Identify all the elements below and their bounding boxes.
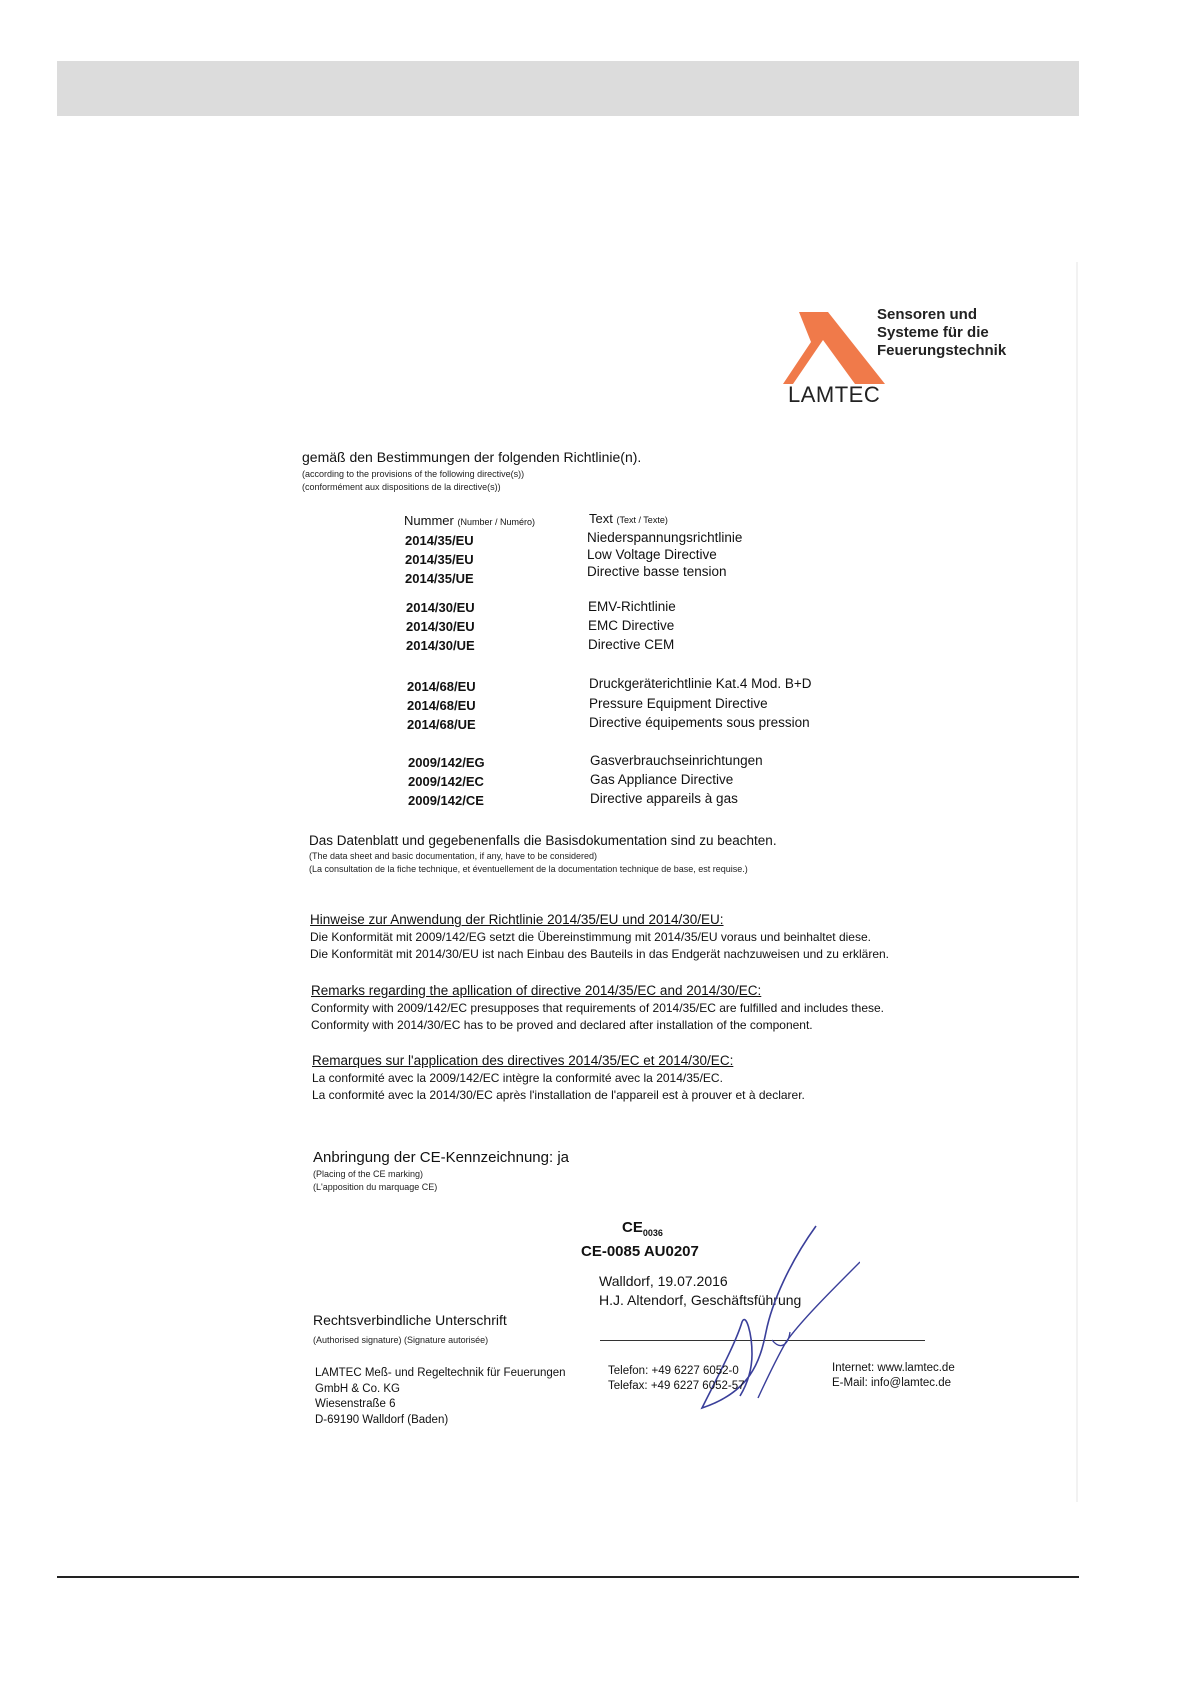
directives-intro [302,449,641,494]
directive-number: 2014/30/EU [406,619,475,634]
text-label: Text [589,511,613,526]
directive-number: 2009/142/CE [408,793,484,808]
address-line: GmbH & Co. KG [315,1382,400,1395]
directive-number: 2009/142/EC [408,774,484,789]
directive-number: 2014/35/UE [405,571,474,586]
datasheet-sub-fr: (La consultation de la fiche technique, et éventuellement de la documentation technique de base, est requise.) [309,864,748,874]
number-label: Nummer [404,513,454,528]
tagline-line: Feuerungstechnik [877,342,1007,359]
intro-title: gemäß den Bestimmungen der folgenden Richtlinie(n). [302,449,642,465]
directive-text: EMC Directive [588,618,675,633]
scan-edge [1076,262,1078,1502]
email-link[interactable]: E-Mail: info@lamtec.de [832,1377,952,1389]
directive-text: Directive CEM [588,637,675,652]
datasheet-title: Das Datenblatt und gegebenenfalls die Basisdokumentation sind zu beachten. [309,833,777,848]
place-date: Walldorf, 19.07.2016 [599,1273,728,1289]
note-en [311,981,884,1034]
signature-label [313,1312,507,1347]
fax: Telefax: +49 6227 6052-57 [608,1380,745,1392]
directive-number: 2014/35/EU [405,552,474,567]
note-line: Conformity with 2009/142/EC presupposes that requirements of 2014/35/EC are fulfilled and includes these. [311,1001,884,1015]
intro-sub-en: (according to the provisions of the following directive(s)) [302,469,525,479]
directive-number: 2009/142/EG [408,755,485,770]
text-sub: (Text / Texte) [616,515,668,525]
tagline-line: Sensoren und [877,306,978,323]
ce-mark [622,1219,663,1238]
phone: Telefon: +49 6227 6052-0 [608,1365,739,1377]
address-line: LAMTEC Meß- und Regeltechnik für Feuerungen [315,1367,566,1379]
ce-certificate: CE-0085 AU0207 [581,1243,699,1260]
directive-text: Gasverbrauchseinrichtungen [590,753,763,768]
note-line: La conformité avec la 2009/142/EC intègre la conformité avec la 2014/35/EC. [312,1071,723,1085]
note-line: La conformité avec la 2014/30/EC après l'installation de l'appareil est à prouver et à declarer. [312,1088,805,1102]
header-bar [57,61,1079,116]
text-column-header [589,511,668,526]
note-title: Hinweise zur Anwendung der Richtlinie 2014/35/EU und 2014/30/EU: [310,912,724,927]
tagline-line: Systeme für die [877,324,989,341]
note-title: Remarks regarding the apllication of directive 2014/35/EC and 2014/30/EC: [311,983,762,998]
ce-marking-section [313,1148,569,1194]
directive-text: Directive appareils à gas [590,791,738,806]
directive-text: Pressure Equipment Directive [589,696,768,711]
number-sub: (Number / Numéro) [457,517,535,527]
company-phone [608,1364,745,1394]
note-fr [312,1051,805,1104]
signature-label-title: Rechtsverbindliche Unterschrift [313,1312,507,1328]
signer: H.J. Altendorf, Geschäftsführung [599,1292,802,1308]
directive-number: 2014/30/UE [406,638,475,653]
internet-link[interactable]: Internet: www.lamtec.de [832,1362,955,1374]
address-line: Wiesenstraße 6 [315,1398,396,1410]
directive-text: Low Voltage Directive [587,547,717,562]
note-title: Remarques sur l'application des directives 2014/35/EC et 2014/30/EC: [312,1053,734,1068]
address-line: D-69190 Walldorf (Baden) [315,1413,449,1426]
signature-label-sub: (Authorised signature) (Signature autorisée) [313,1335,489,1345]
logo-name: LAMTEC [788,382,881,407]
directive-number: 2014/68/EU [407,679,476,694]
directive-number: 2014/35/EU [405,533,474,548]
directive-text: Niederspannungsrichtlinie [587,530,743,545]
company-address [315,1366,566,1428]
ce-title: Anbringung der CE-Kennzeichnung: ja [313,1149,570,1166]
note-de [310,910,889,963]
directive-text: Gas Appliance Directive [590,772,734,787]
note-line: Die Konformität mit 2009/142/EG setzt die Übereinstimmung mit 2014/35/EU voraus und beinhaltet diese. [310,930,871,944]
datasheet-note [309,831,777,876]
ce-sub-en: (Placing of the CE marking) [313,1169,424,1179]
ce-mark-symbol: CE [622,1219,643,1236]
directive-text: Directive équipements sous pression [589,715,810,730]
directive-text: EMV-Richtlinie [588,599,676,614]
logo-tagline [877,306,1006,360]
directive-text: Directive basse tension [587,564,727,579]
directive-number: 2014/68/EU [407,698,476,713]
ce-sub-fr: (L'apposition du marquage CE) [313,1182,438,1192]
directive-number: 2014/30/EU [406,600,475,615]
datasheet-sub-en: (The data sheet and basic documentation, if any, have to be considered) [309,851,598,861]
note-line: Conformity with 2014/30/EC has to be proved and declared after installation of the component. [311,1018,813,1032]
company-web [832,1361,955,1391]
number-column-header [404,513,535,528]
directive-text: Druckgeräterichtlinie Kat.4 Mod. B+D [589,676,812,691]
ce-mark-number: 0036 [642,1228,663,1238]
footer-line [57,1576,1079,1578]
intro-sub-fr: (conformément aux dispositions de la directive(s)) [302,482,501,492]
directive-number: 2014/68/UE [407,717,476,732]
note-line: Die Konformität mit 2014/30/EU ist nach Einbau des Bauteils in das Endgerät nachzuweisen und zu erklären. [310,947,889,961]
